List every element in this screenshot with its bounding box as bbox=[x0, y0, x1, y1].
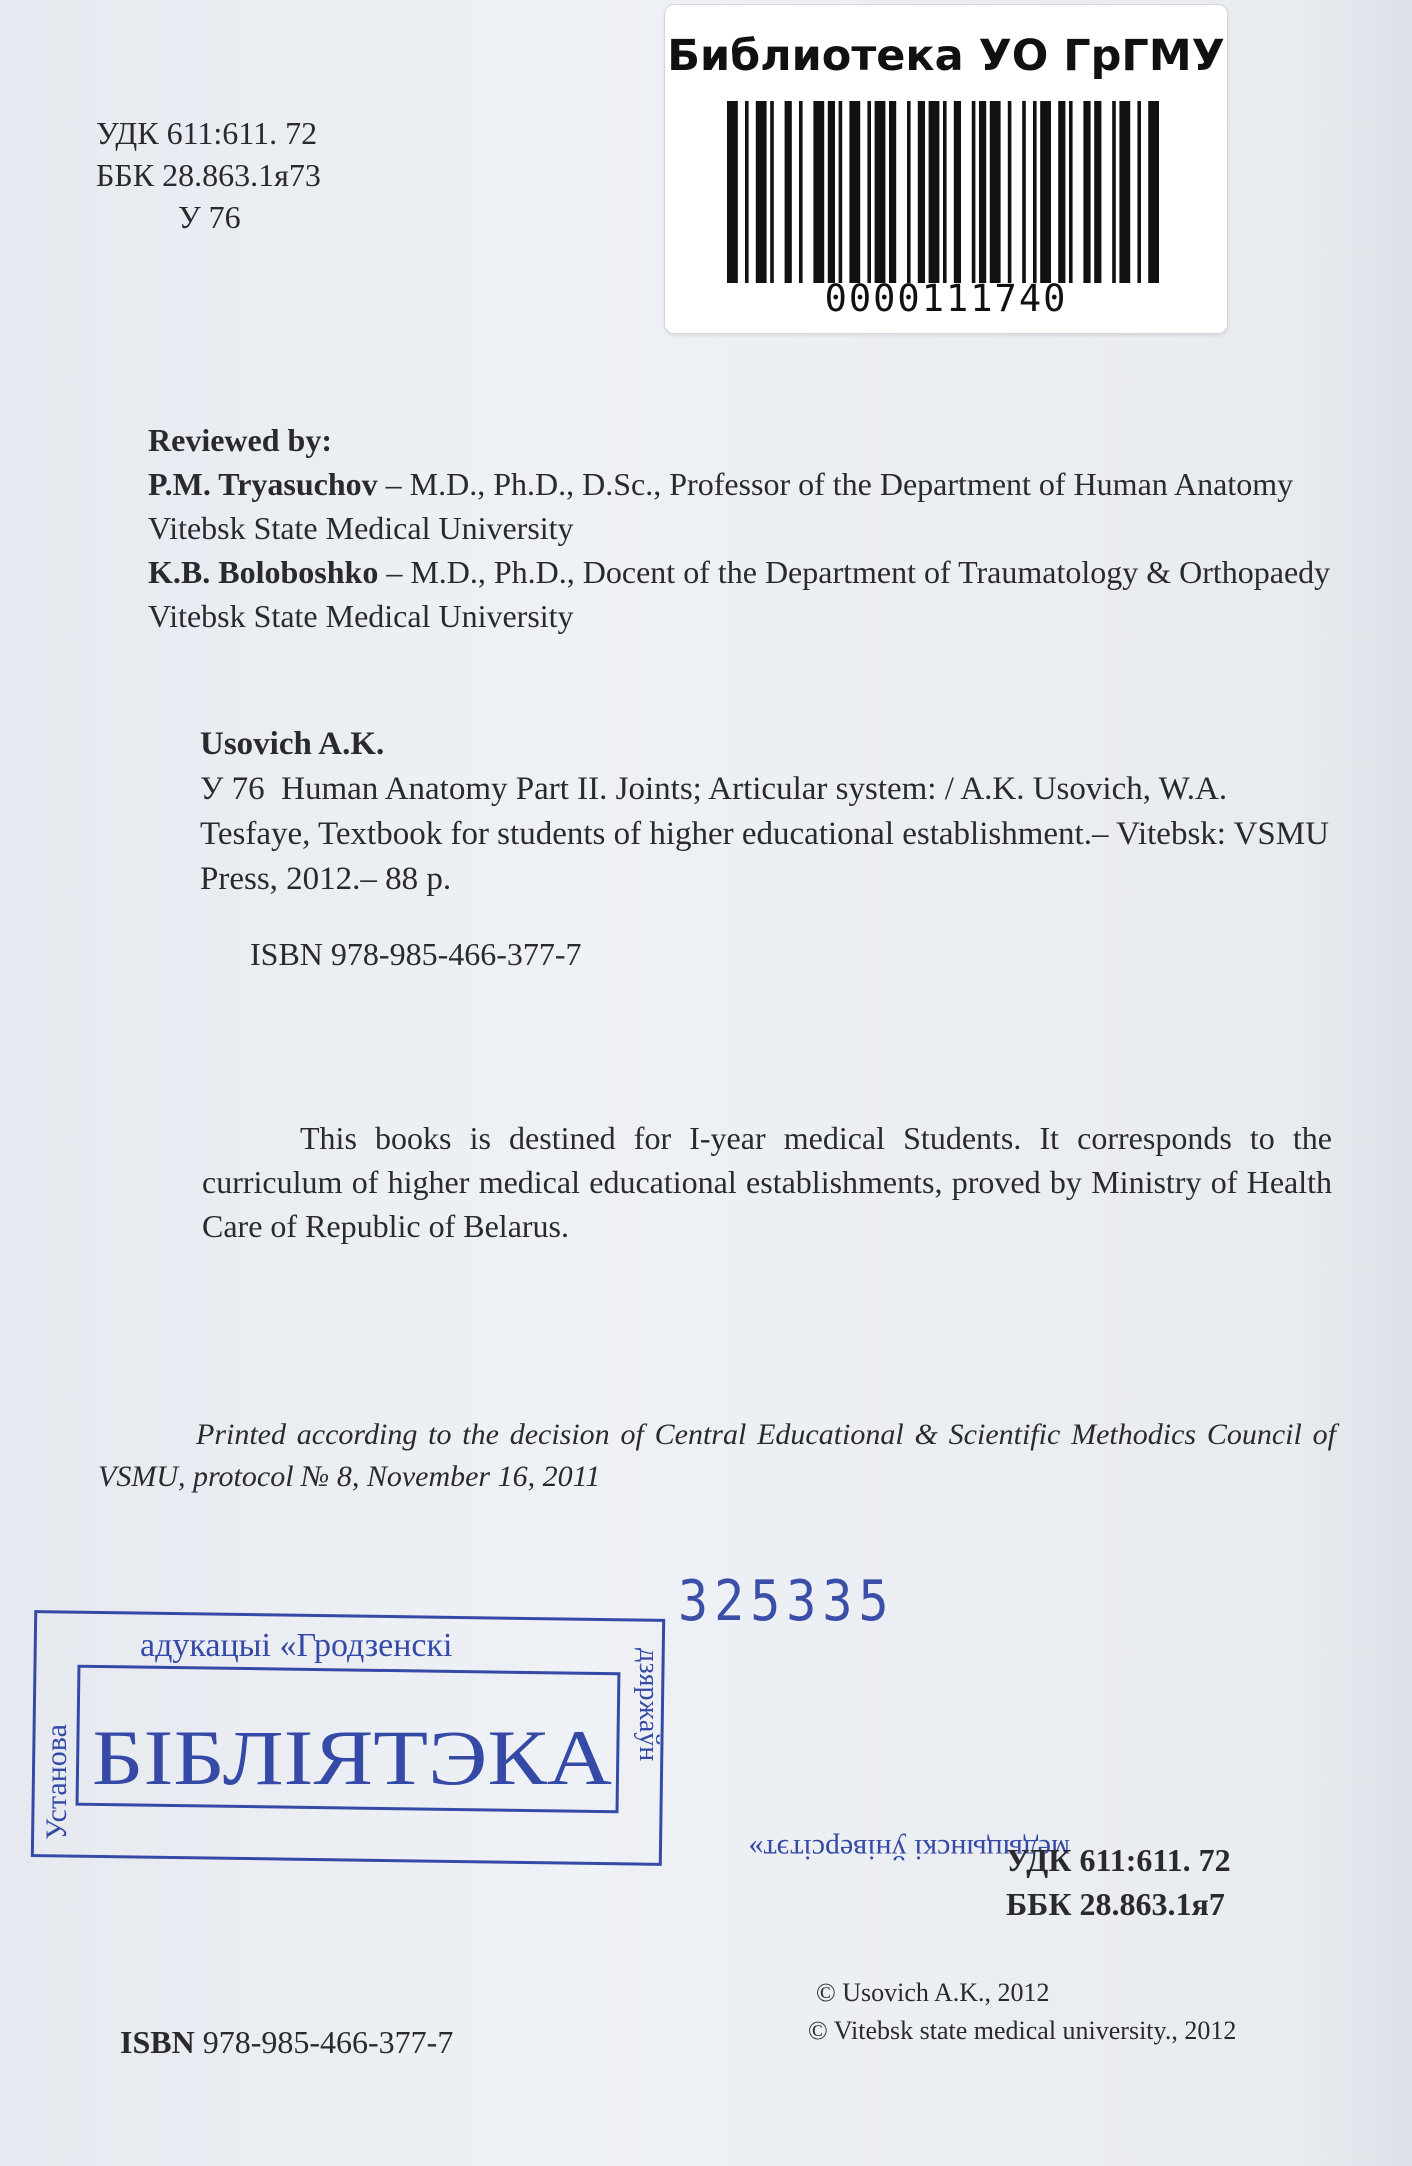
barcode-bar bbox=[907, 101, 911, 283]
barcode-bar bbox=[727, 101, 738, 283]
reviewer-2-text: – M.D., Ph.D., Docent of the Department of Traumatology & Orthopaedy Vitebsk State Medical University bbox=[148, 554, 1331, 634]
reviewers-section bbox=[148, 418, 1334, 638]
barcode-bar bbox=[1069, 101, 1073, 283]
stamp-bottom-text: медыцынскі ўніверсітэт» bbox=[748, 1833, 1070, 1866]
isbn-bottom-number: 978-985-466-377-7 bbox=[194, 2024, 454, 2060]
barcode-bar bbox=[1033, 101, 1037, 283]
classification-top bbox=[96, 112, 321, 238]
barcode-bar bbox=[1008, 101, 1012, 283]
barcode-bar bbox=[799, 101, 803, 283]
stamp-top-text: адукацыі «Гродзенскі bbox=[140, 1627, 453, 1664]
author-code: У 76 bbox=[178, 199, 241, 235]
bibliographic-record bbox=[98, 722, 1336, 902]
reviewers-heading: Reviewed by: bbox=[148, 422, 332, 458]
barcode-bar bbox=[1137, 101, 1141, 283]
barcode-number: 0000111740 bbox=[824, 277, 1068, 320]
barcode-bar bbox=[813, 101, 824, 283]
barcode-bar bbox=[943, 101, 947, 283]
barcode-bar bbox=[990, 101, 1001, 283]
isbn-bottom-prefix: ISBN bbox=[120, 2024, 195, 2060]
copyright-block bbox=[808, 1974, 1237, 2050]
bbk-code: ББК 28.863.1я73 bbox=[96, 157, 321, 193]
barcode-bar bbox=[867, 101, 871, 283]
barcode-bar bbox=[839, 101, 843, 283]
stamp-main-text: БІБЛІЯТЭКА bbox=[92, 1714, 612, 1801]
printed-note: Printed according to the decision of Central Educational & Scientific Methodics Council of VSMU, protocol № 8, November 16, 2011 bbox=[98, 1418, 1336, 1493]
stamp-left-text: Установа bbox=[40, 1724, 73, 1840]
barcode-bar bbox=[828, 101, 835, 283]
biblio-record bbox=[98, 767, 1336, 902]
biblio-code: У 76 bbox=[200, 771, 265, 807]
barcode-bar bbox=[875, 101, 886, 283]
barcode-bar bbox=[1022, 101, 1026, 283]
copyright-university: © Vitebsk state medical university., 2012 bbox=[808, 2016, 1237, 2045]
barcode-icon bbox=[727, 101, 1161, 283]
barcode-bar bbox=[889, 101, 896, 283]
barcode-bar bbox=[1040, 101, 1051, 283]
barcode-bar bbox=[849, 101, 860, 283]
barcode-bar bbox=[1119, 101, 1130, 283]
inventory-number: 325335 bbox=[678, 1568, 895, 1634]
barcode-bar bbox=[785, 101, 792, 283]
reviewer-2 bbox=[148, 550, 1334, 638]
stamp-right-text: дзяржаўн bbox=[633, 1648, 664, 1762]
copyright-author: © Usovich A.K., 2012 bbox=[816, 1978, 1050, 2007]
biblio-record-text: Human Anatomy Part II. Joints; Articular system: / A.K. Usovich, W.A. Tesfaye, Textbook for students of higher educational establishment.– Vitebsk: VSMU Press, 2012.– 88 p. bbox=[200, 771, 1329, 897]
library-label-title: Библиотека УО ГрГМУ bbox=[667, 31, 1225, 81]
reviewer-1 bbox=[148, 462, 1334, 550]
book-description: This books is destined for I-year medical Students. It corresponds to the curriculum of higher medical educational establishments, proved by Ministry of Health Care of Republic of Belarus. bbox=[202, 1120, 1332, 1244]
barcode-bar bbox=[745, 101, 749, 283]
barcode-bar bbox=[1148, 101, 1159, 283]
biblio-author: Usovich A.K. bbox=[200, 726, 385, 762]
barcode-bar bbox=[1083, 101, 1090, 283]
classification-bottom bbox=[1006, 1838, 1231, 1926]
isbn-main: ISBN 978-985-466-377-7 bbox=[250, 936, 582, 972]
barcode-bar bbox=[756, 101, 767, 283]
udk-code-bottom: УДК 611:611. 72 bbox=[1006, 1842, 1231, 1878]
barcode-bar bbox=[1058, 101, 1065, 283]
barcode-bar bbox=[954, 101, 961, 283]
reviewer-1-text: – M.D., Ph.D., D.Sc., Professor of the Department of Human Anatomy Vitebsk State Medical University bbox=[148, 466, 1294, 546]
barcode-bar bbox=[918, 101, 925, 283]
reviewer-2-name: K.B. Boloboshko bbox=[148, 554, 379, 590]
bbk-code-bottom: ББК 28.863.1я7 bbox=[1006, 1886, 1225, 1922]
reviewer-1-name: P.M. Tryasuchov bbox=[148, 466, 378, 502]
barcode-bar bbox=[979, 101, 986, 283]
barcode-bar bbox=[972, 101, 976, 283]
isbn-bottom bbox=[120, 2024, 453, 2061]
barcode-bar bbox=[929, 101, 940, 283]
barcode-bar bbox=[770, 101, 774, 283]
library-stamp bbox=[30, 1608, 1070, 1870]
barcode-bar bbox=[1094, 101, 1101, 283]
barcode-bar bbox=[1112, 101, 1116, 283]
library-barcode-label bbox=[664, 4, 1228, 334]
udk-code: УДК 611:611. 72 bbox=[96, 115, 318, 151]
